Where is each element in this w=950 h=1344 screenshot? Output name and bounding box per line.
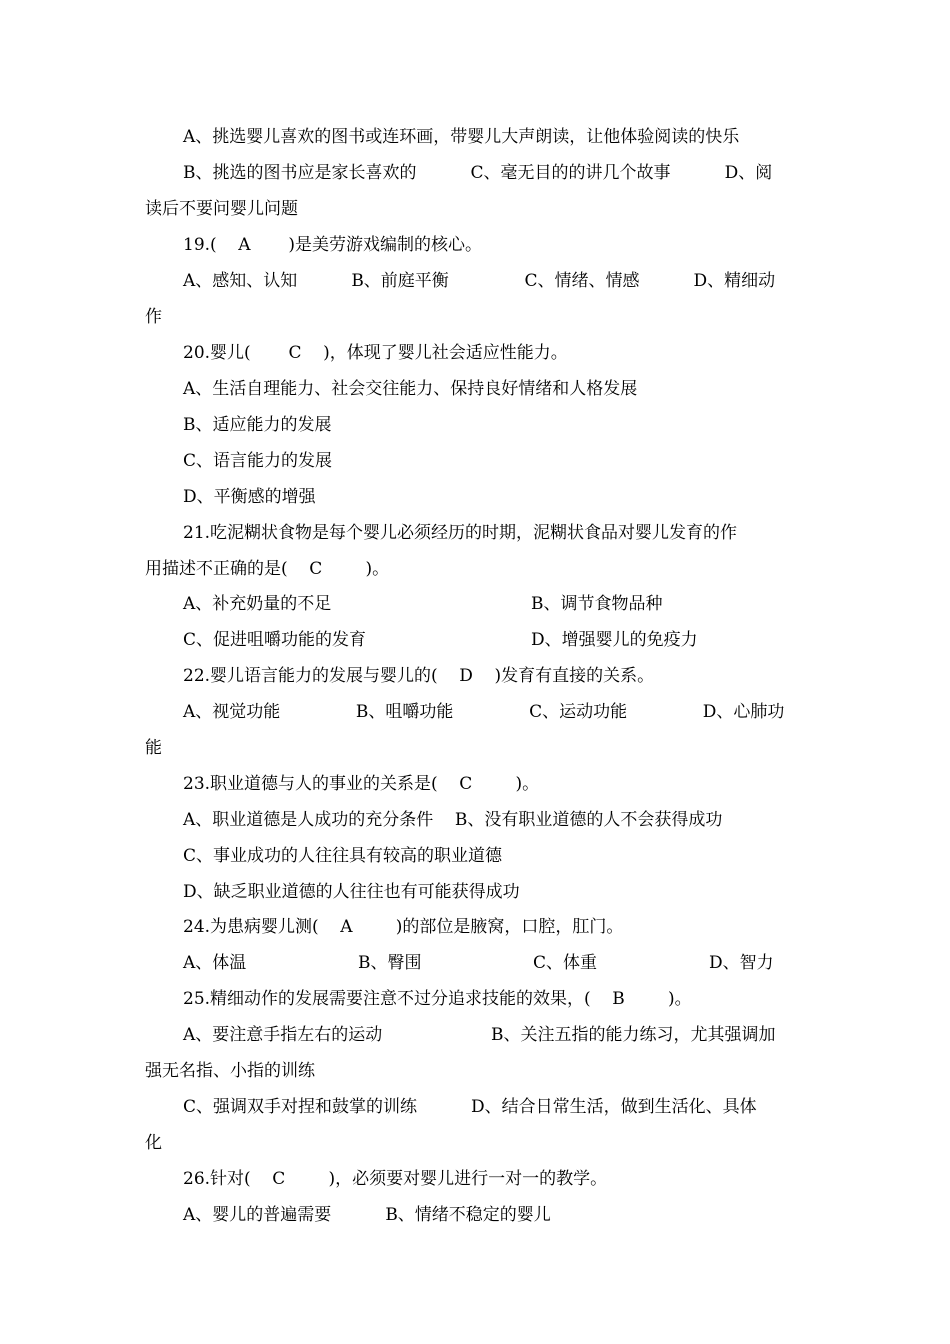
question-19: 19.( A )是美劳游戏编制的核心。 xyxy=(183,235,483,255)
question-24: 24.为患病婴儿测( A )的部位是腋窝，口腔，肛门。 xyxy=(183,917,624,937)
text-line: 作 xyxy=(145,307,162,327)
text-line: A、要注意手指左右的运动 xyxy=(183,1025,383,1045)
text-line: D、智力 xyxy=(709,953,774,973)
text-line: D、增强婴儿的免疫力 xyxy=(531,630,698,650)
text-line: A、生活自理能力、社会交往能力、保持良好情绪和人格发展 xyxy=(183,379,638,399)
question-23: 23.职业道德与人的事业的关系是( C )。 xyxy=(183,774,540,794)
text-line: B、关注五指的能力练习，尤其强调加 xyxy=(491,1025,776,1045)
text-line: A、补充奶量的不足 xyxy=(183,594,332,614)
question-21: 21.吃泥糊状食物是每个婴儿必须经历的时期，泥糊状食品对婴儿发育的作 xyxy=(183,523,738,543)
question-22: 22.婴儿语言能力的发展与婴儿的( D )发育有直接的关系。 xyxy=(183,666,655,686)
text-line: D、缺乏职业道德的人往往也有可能获得成功 xyxy=(183,882,520,902)
text-line: B、臀围 xyxy=(358,953,422,973)
question-25: 25.精细动作的发展需要注意不过分追求技能的效果，( B )。 xyxy=(183,989,692,1009)
text-line: A、视觉功能 B、咀嚼功能 C、运动功能 D、心肺功 xyxy=(183,702,785,722)
text-line: 用描述不正确的是( C )。 xyxy=(145,559,390,579)
text-line: C、促进咀嚼功能的发育 xyxy=(183,630,367,650)
question-26: 26.针对( C )，必须要对婴儿进行一对一的教学。 xyxy=(183,1169,608,1189)
text-line: A、体温 xyxy=(183,953,247,973)
text-line: A、挑选婴儿喜欢的图书或连环画，带婴儿大声朗读，让他体验阅读的快乐 xyxy=(183,127,740,147)
text-line: 能 xyxy=(145,738,162,758)
text-line: 化 xyxy=(145,1133,162,1153)
text-line: A、职业道德是人成功的充分条件 B、没有职业道德的人不会获得成功 xyxy=(183,810,723,830)
text-line: B、挑选的图书应是家长喜欢的 C、毫无目的的讲几个故事 D、阅 xyxy=(183,163,773,183)
text-line: D、平衡感的增强 xyxy=(183,487,316,507)
text-line: A、婴儿的普遍需要 B、情绪不稳定的婴儿 xyxy=(183,1205,551,1225)
text-line: 强无名指、小指的训练 xyxy=(145,1061,315,1081)
text-line: 读后不要问婴儿问题 xyxy=(145,199,298,219)
text-line: C、强调双手对捏和鼓掌的训练 D、结合日常生活，做到生活化、具体 xyxy=(183,1097,757,1117)
text-line: C、事业成功的人往往具有较高的职业道德 xyxy=(183,846,503,866)
question-20: 20.婴儿( C )，体现了婴儿社会适应性能力。 xyxy=(183,343,568,363)
text-line: B、适应能力的发展 xyxy=(183,415,332,435)
text-line: B、调节食物品种 xyxy=(531,594,663,614)
text-line: C、体重 xyxy=(533,953,598,973)
text-line: A、感知、认知 B、前庭平衡 C、情绪、情感 D、精细动 xyxy=(183,271,776,291)
text-line: C、语言能力的发展 xyxy=(183,451,333,471)
